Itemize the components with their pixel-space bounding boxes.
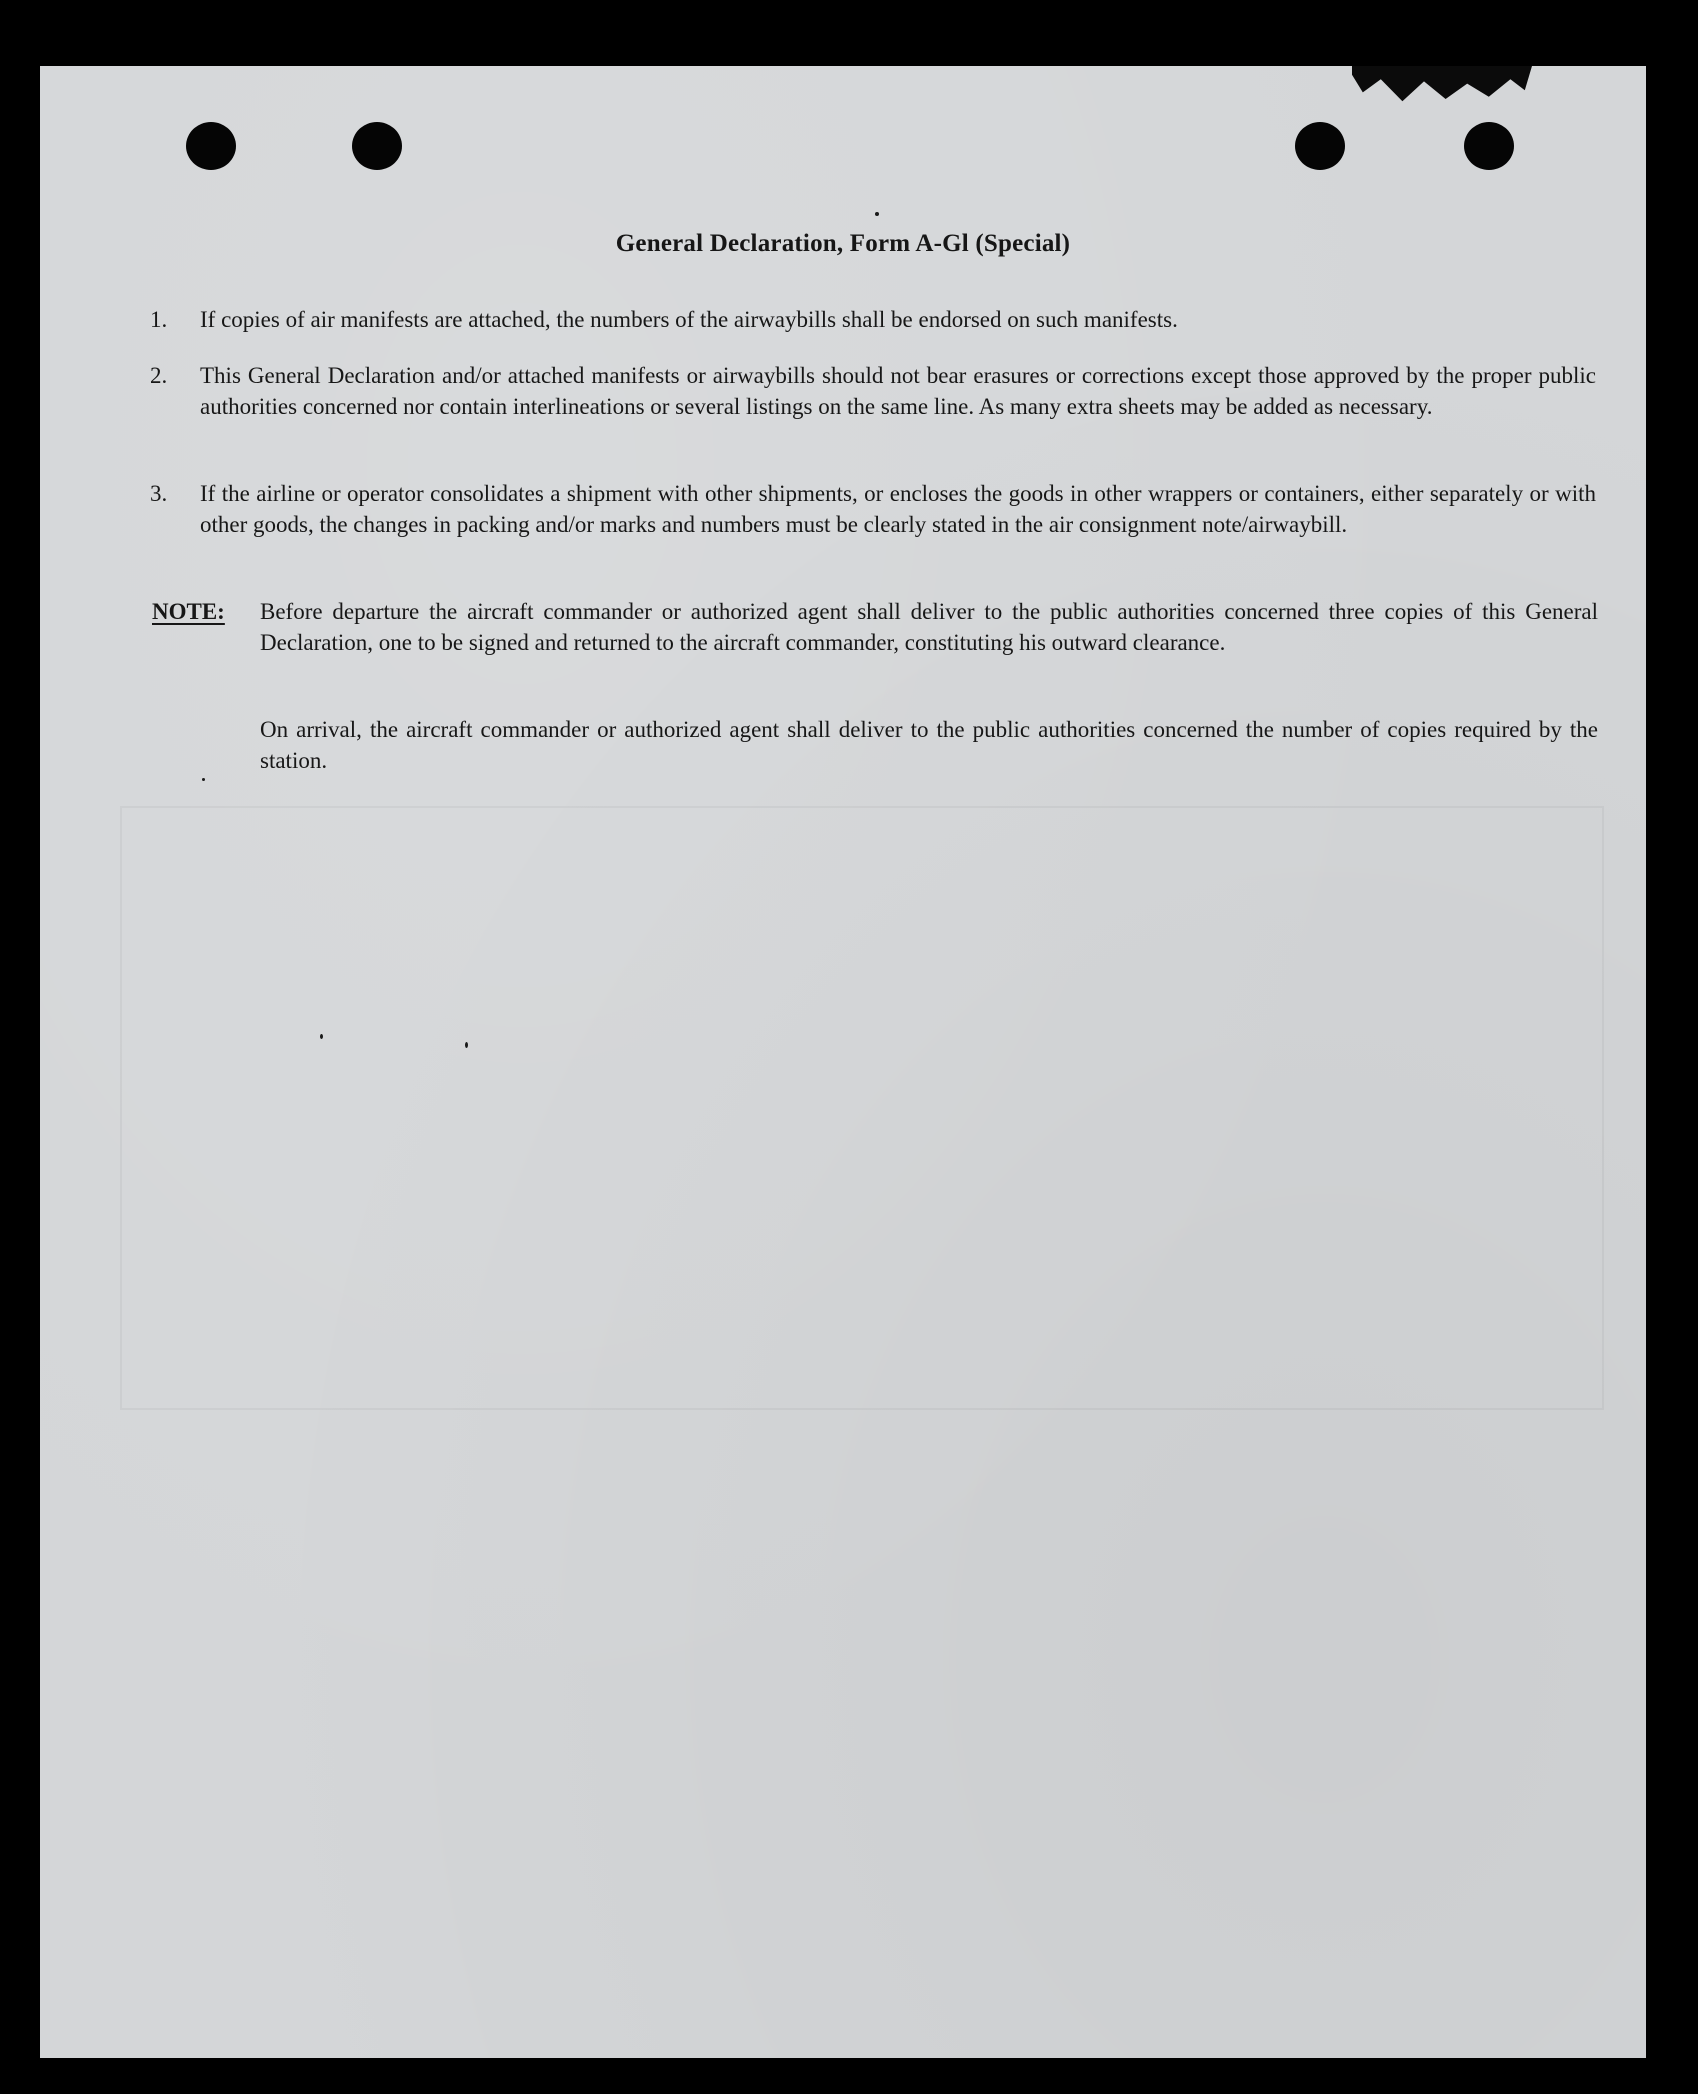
speck xyxy=(202,778,205,781)
item-number: 1. xyxy=(150,307,168,332)
speck xyxy=(875,212,879,216)
item-text: This General Declaration and/or attached manifests or airwaybills should not bear erasures or corrections except those approved by the proper public authorities concerned nor contain interlineations or several listings on the same line. As many extra sheets may be added as necessary. xyxy=(200,363,1596,419)
paper-sheet xyxy=(40,66,1646,2058)
note-label: NOTE: xyxy=(152,599,225,624)
punch-hole-1 xyxy=(186,122,236,170)
note-paragraph: Before departure the aircraft commander or authorized agent shall deliver to the public authorities concerned three copies of this General Declaration, one to be signed and returned to the aircraft commander, constituting his outward clearance. xyxy=(260,599,1598,655)
punch-hole-2 xyxy=(352,122,402,170)
torn-corner xyxy=(1352,66,1532,110)
item-text: If copies of air manifests are attached, the numbers of the airwaybills shall be endorsed on such manifests. xyxy=(200,307,1178,332)
note-paragraph: On arrival, the aircraft commander or authorized agent shall deliver to the public authorities concerned the number of copies required by the station. xyxy=(260,717,1598,773)
item-number: 3. xyxy=(150,481,168,506)
item-text: If the airline or operator consolidates a shipment with other shipments, or encloses the goods in other wrappers or containers, either separately or with other goods, the changes in packing and/or marks and numbers must be clearly stated in the air consignment note/airwaybill. xyxy=(200,481,1596,537)
page-title: General Declaration, Form A-Gl (Special) xyxy=(615,230,1071,257)
punch-hole-3 xyxy=(1295,122,1345,170)
punch-hole-4 xyxy=(1464,122,1514,170)
bleed-through xyxy=(120,806,1604,1410)
item-number: 2. xyxy=(150,363,168,388)
